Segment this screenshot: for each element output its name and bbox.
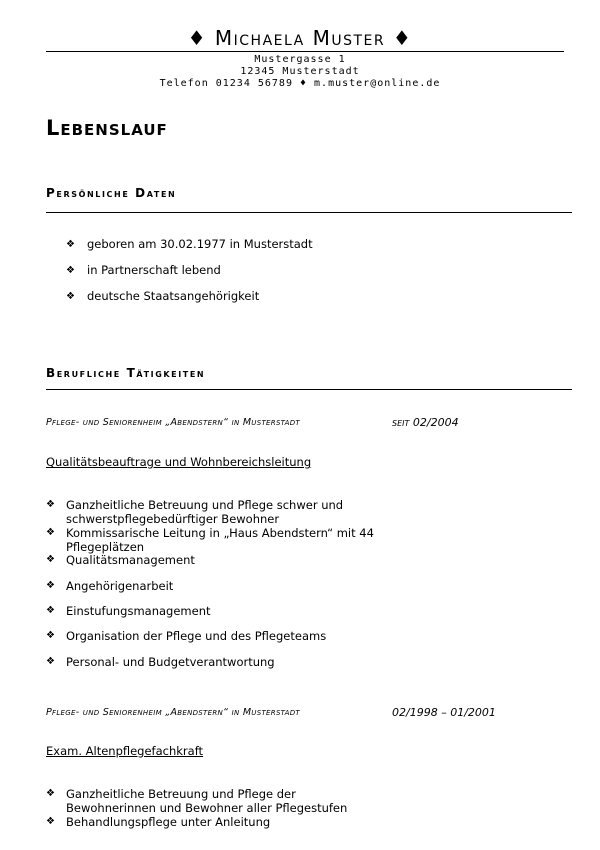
diamond-bullet-icon: ❖ [46, 630, 55, 641]
diamond-bullet-icon: ❖ [46, 816, 55, 827]
applicant-name: ♦ Michaela Muster ♦ [187, 26, 413, 50]
diamond-bullet-icon: ❖ [66, 291, 75, 302]
diamond-bullet-icon: ❖ [46, 499, 55, 510]
diamond-bullet-icon: ❖ [66, 265, 75, 276]
section-divider-personal [46, 212, 572, 213]
document-title: Lebenslauf [46, 116, 168, 140]
address-city: 12345 Musterstadt [240, 66, 360, 77]
header-divider [46, 51, 564, 52]
diamond-bullet-icon: ❖ [66, 239, 75, 250]
job-employer: Pflege- und Seniorenheim „Abendstern“ in Musterstadt [46, 417, 300, 428]
section-heading-personal: Persönliche Daten [46, 186, 177, 200]
address-street: Mustergasse 1 [254, 54, 346, 65]
contact-line: Telefon 01234 56789 ♦ m.muster@online.de [159, 78, 441, 89]
diamond-bullet-icon: ❖ [46, 656, 55, 667]
diamond-bullet-icon: ❖ [46, 580, 55, 591]
diamond-bullet-icon: ❖ [46, 605, 55, 616]
diamond-bullet-icon: ❖ [46, 788, 55, 799]
job-employer: Pflege- und Seniorenheim „Abendstern“ in Musterstadt [46, 707, 300, 718]
section-heading-career: Berufliche Tätigkeiten [46, 366, 206, 380]
diamond-bullet-icon: ❖ [46, 527, 55, 538]
diamond-bullet-icon: ❖ [46, 554, 55, 565]
job-period: seit 02/2004 [392, 416, 459, 429]
job-role: Qualitätsbeauftrage und Wohnbereichsleitung [46, 455, 312, 469]
job-role: Exam. Altenpflegefachkraft [46, 744, 204, 758]
job-period: 02/1998 – 01/2001 [392, 706, 496, 719]
section-divider-career [46, 389, 572, 390]
